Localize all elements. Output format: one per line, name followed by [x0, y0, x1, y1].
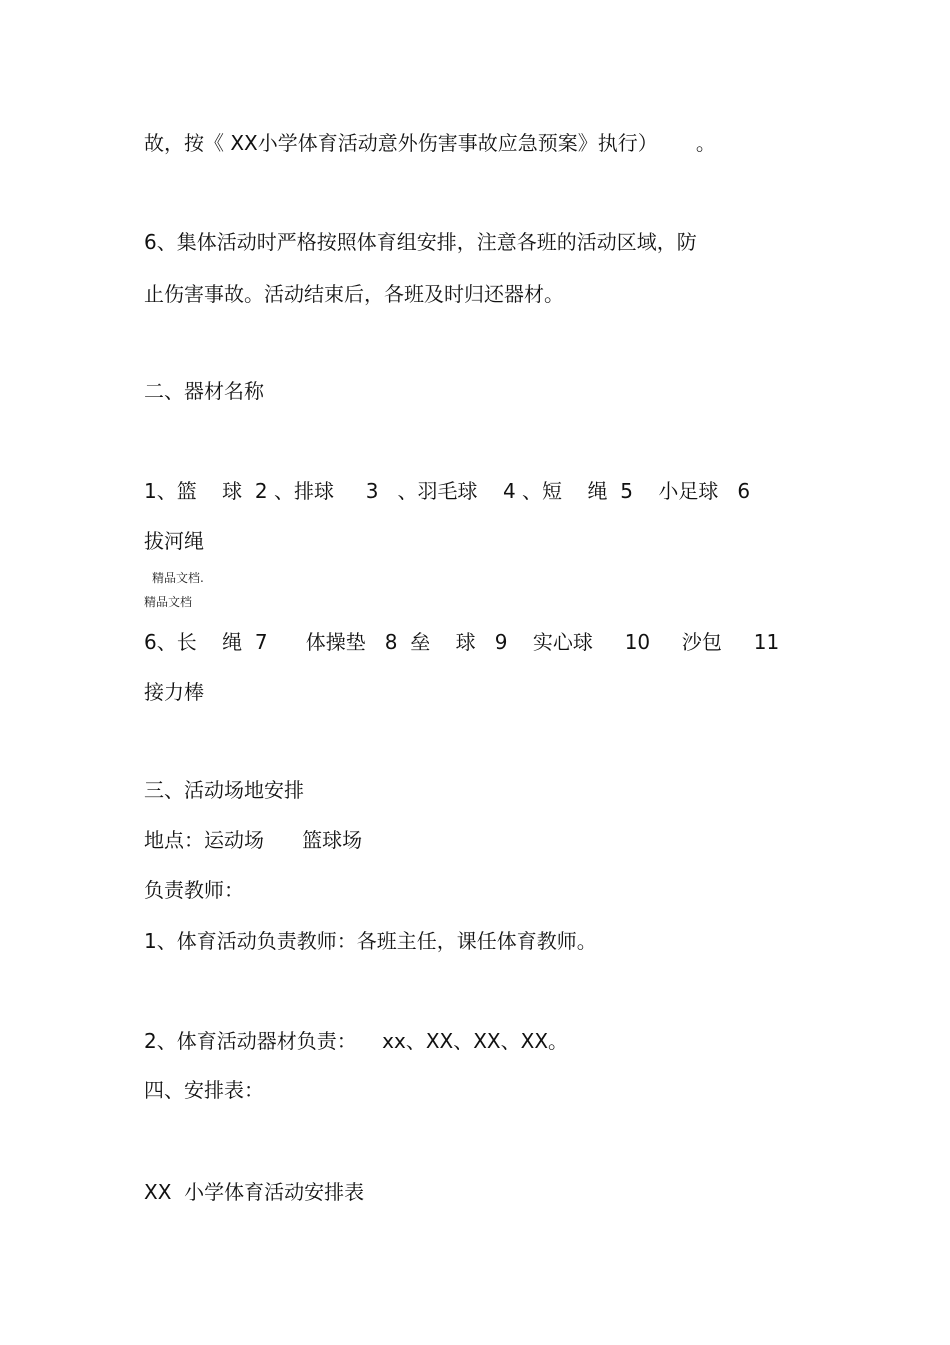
equipment-list-line-2: 拔河绳 [144, 529, 204, 553]
text-line-accident-plan: 故，按《 XX小学体育活动意外伤害事故应急预案》执行） 。 [144, 131, 716, 155]
text-line-rule-6-part1: 6、集体活动时严格按照体育组安排，注意各班的活动区域，防 [144, 230, 697, 254]
venue-location-line: 地点：运动场 篮球场 [144, 828, 363, 852]
equipment-list-line-4: 接力棒 [144, 680, 204, 704]
section-heading-equipment: 二、器材名称 [144, 379, 264, 403]
equipment-list-line-3: 6、长 绳 7 体操垫 8 垒 球 9 实心球 10 沙包 11 [144, 630, 780, 654]
watermark-text-2: 精品文档 [144, 595, 193, 609]
watermark-text-1: 精品文档. [152, 571, 204, 585]
section-heading-schedule: 四、安排表： [144, 1078, 264, 1102]
responsible-teachers-label: 负责教师： [144, 878, 244, 902]
responsible-teachers-line-2: 2、体育活动器材负责： xx、XX、XX、XX。 [144, 1029, 569, 1053]
section-heading-venue: 三、活动场地安排 [144, 778, 304, 802]
responsible-teachers-line-1: 1、体育活动负责教师：各班主任，课任体育教师。 [144, 929, 597, 953]
schedule-table-title: XX 小学体育活动安排表 [144, 1180, 365, 1204]
text-line-rule-6-part2: 止伤害事故。活动结束后，各班及时归还器材。 [144, 282, 564, 306]
equipment-list-line-1: 1、篮 球 2 、排球 3 、羽毛球 4 、短 绳 5 小足球 6 [144, 479, 751, 503]
